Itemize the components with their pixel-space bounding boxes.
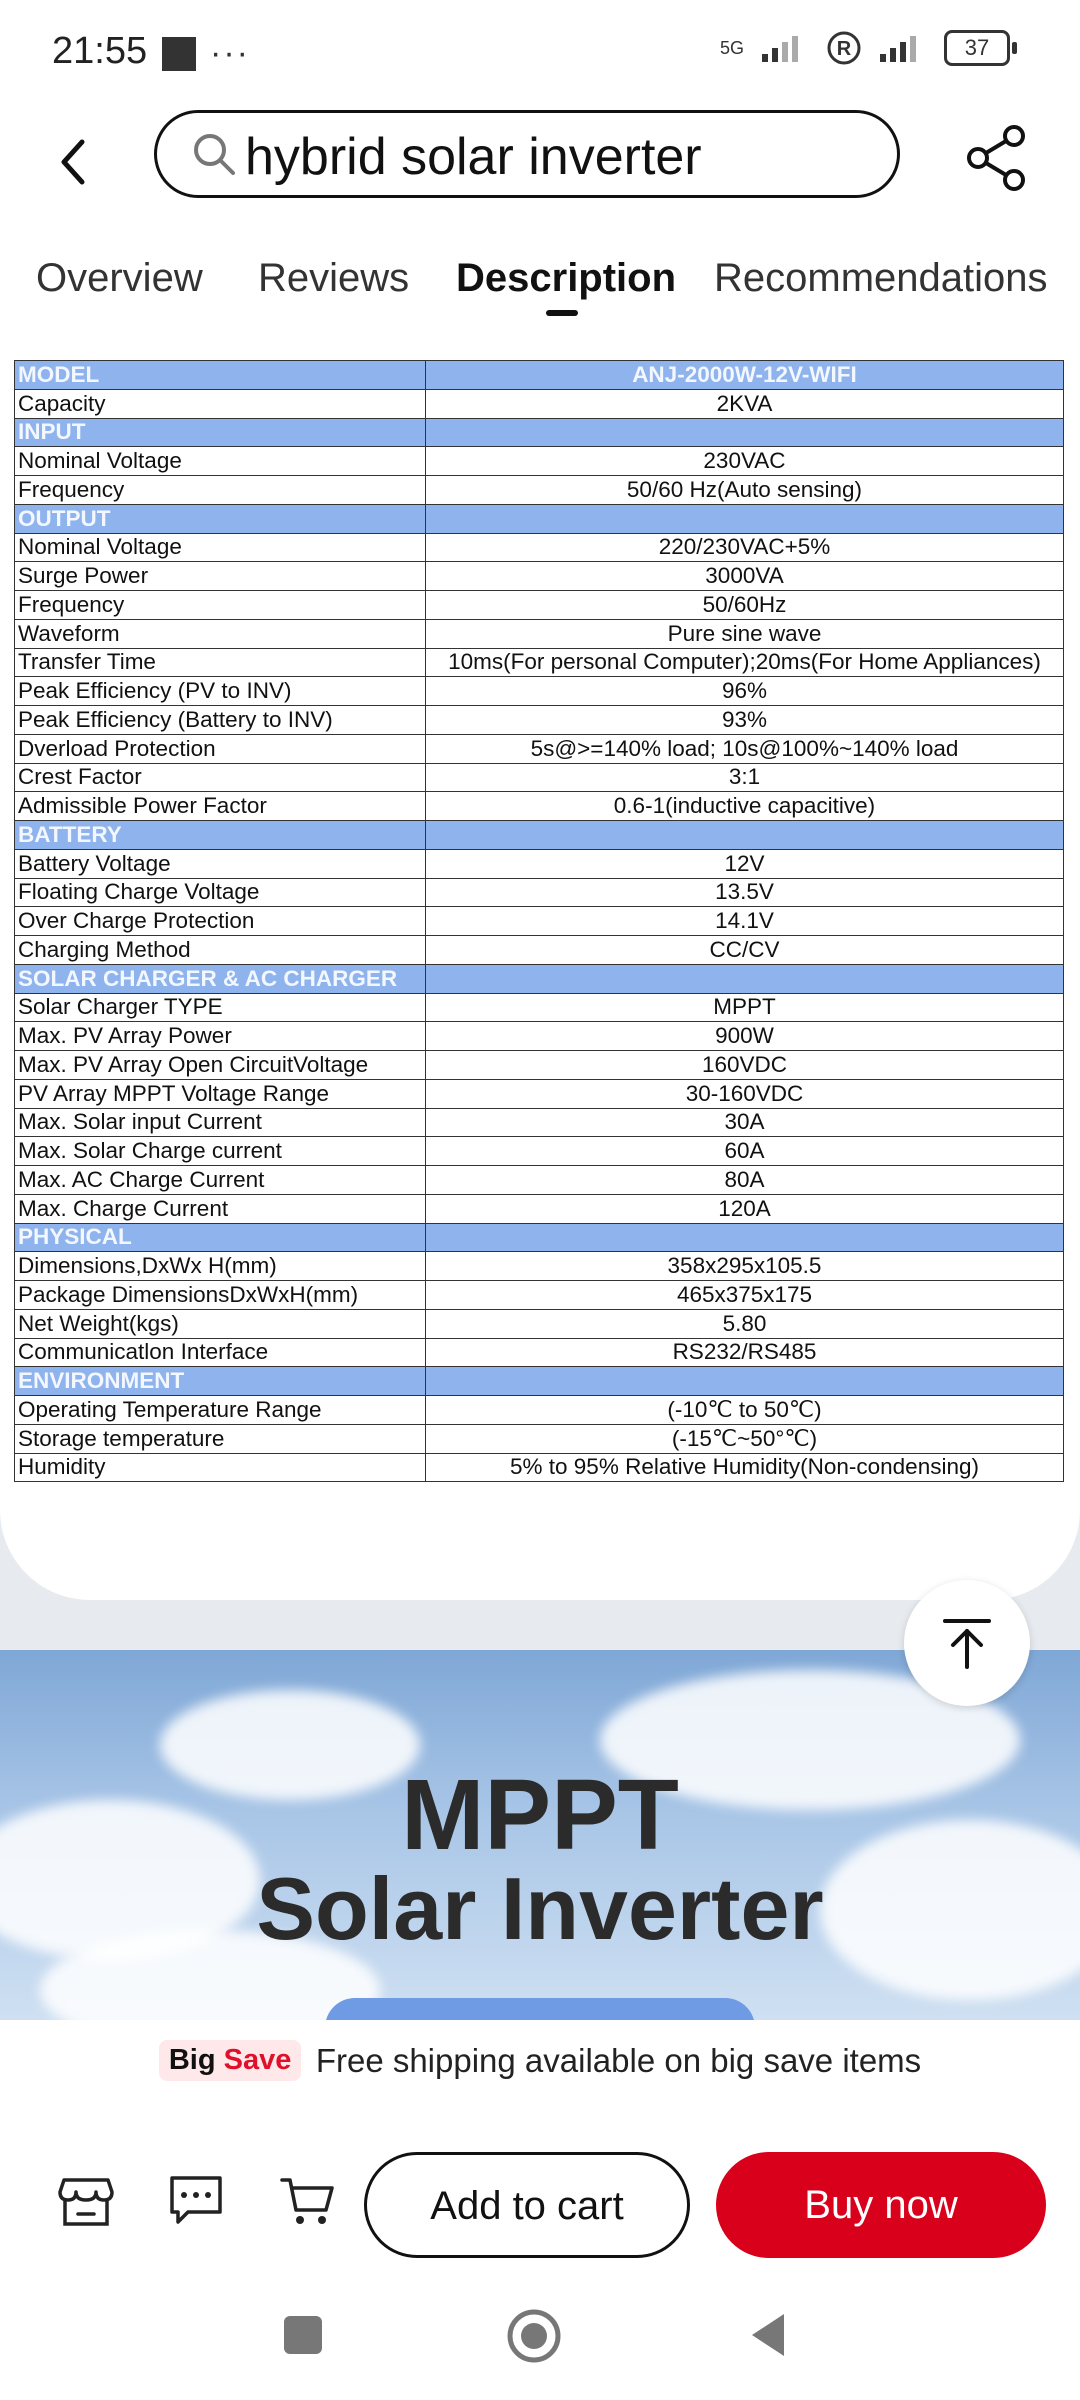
spec-value: RS232/RS485	[426, 1338, 1064, 1367]
spec-row	[15, 849, 1064, 878]
spec-label: Peak Efficiency (Battery to INV)	[15, 706, 426, 735]
spec-section-label: OUTPUT	[15, 504, 426, 533]
spec-value: (-15℃~50°℃)	[426, 1424, 1064, 1453]
spec-row	[15, 533, 1064, 562]
spec-row	[15, 1309, 1064, 1338]
spec-label: Frequency	[15, 476, 426, 505]
spec-value	[426, 418, 1064, 447]
spec-value	[426, 1223, 1064, 1252]
add-to-cart-button[interactable]: Add to cart	[364, 2152, 690, 2258]
home-button[interactable]	[506, 2308, 562, 2364]
product-banner-image	[0, 1650, 1080, 2020]
spec-label: PV Array MPPT Voltage Range	[15, 1079, 426, 1108]
spec-value: 3:1	[426, 763, 1064, 792]
spec-value: 5% to 95% Relative Humidity(Non-condensing)	[426, 1453, 1064, 1482]
spec-row	[15, 1338, 1064, 1367]
cart-icon[interactable]	[278, 2170, 338, 2230]
spec-row	[15, 591, 1064, 620]
spec-row	[15, 562, 1064, 591]
spec-label: Package DimensionsDxWxH(mm)	[15, 1281, 426, 1310]
buy-now-button[interactable]: Buy now	[716, 2152, 1046, 2258]
spec-value: MPPT	[426, 993, 1064, 1022]
signal-icon	[762, 32, 808, 64]
spec-value: 0.6-1(inductive capacitive)	[426, 792, 1064, 821]
spec-label: Capacity	[15, 389, 426, 418]
spec-section-label: PHYSICAL	[15, 1223, 426, 1252]
spec-value: 358x295x105.5	[426, 1252, 1064, 1281]
spec-value: 13.5V	[426, 878, 1064, 907]
badge-save-text: Save	[223, 2044, 292, 2076]
spec-label: Battery Voltage	[15, 849, 426, 878]
spec-label: Communicatlon Interface	[15, 1338, 426, 1367]
spec-value: ANJ-2000W-12V-WIFI	[426, 361, 1064, 390]
spec-section-label: BATTERY	[15, 821, 426, 850]
spec-value: 900W	[426, 1022, 1064, 1051]
badge-big-text: Big	[168, 2044, 216, 2076]
spec-section-row	[15, 418, 1064, 447]
spec-label: Floating Charge Voltage	[15, 878, 426, 907]
spec-label: Frequency	[15, 591, 426, 620]
spec-row	[15, 1396, 1064, 1425]
tab-recommendations[interactable]: Recommendations	[714, 256, 1048, 300]
spec-value: 3000VA	[426, 562, 1064, 591]
spec-row	[15, 447, 1064, 476]
big-save-promo	[0, 2040, 1080, 2130]
spec-row	[15, 1424, 1064, 1453]
spec-value: 160VDC	[426, 1051, 1064, 1080]
spec-value	[426, 964, 1064, 993]
spec-section-label: ENVIRONMENT	[15, 1367, 426, 1396]
spec-value: 80A	[426, 1166, 1064, 1195]
spec-label: Max. PV Array Power	[15, 1022, 426, 1051]
spec-label: Max. Charge Current	[15, 1194, 426, 1223]
search-icon	[191, 131, 237, 177]
spec-section-label: MODEL	[15, 361, 426, 390]
banner-title-line1: MPPT	[401, 1759, 679, 1871]
spec-value	[426, 821, 1064, 850]
spec-label: Transfer Time	[15, 648, 426, 677]
spec-row	[15, 476, 1064, 505]
spec-row	[15, 677, 1064, 706]
bottom-action-bar	[0, 2020, 1080, 2280]
spec-value: 465x375x175	[426, 1281, 1064, 1310]
search-query: hybrid solar inverter	[245, 128, 702, 186]
banner-pill	[325, 1998, 755, 2020]
spec-value	[426, 504, 1064, 533]
spec-section-label: SOLAR CHARGER & AC CHARGER	[15, 964, 426, 993]
spec-label: Charging Method	[15, 936, 426, 965]
back-to-top-button[interactable]	[904, 1580, 1030, 1706]
spec-row	[15, 1051, 1064, 1080]
spec-label: Dimensions,DxWx H(mm)	[15, 1252, 426, 1281]
spec-row	[15, 792, 1064, 821]
purchase-actions	[0, 2130, 1080, 2260]
spec-value: CC/CV	[426, 936, 1064, 965]
spec-label: Dverload Protection	[15, 734, 426, 763]
spec-value: 60A	[426, 1137, 1064, 1166]
spec-row	[15, 1166, 1064, 1195]
spec-section-label: INPUT	[15, 418, 426, 447]
spec-value: 5.80	[426, 1309, 1064, 1338]
spec-row	[15, 1252, 1064, 1281]
signal-icon-2	[880, 32, 926, 64]
system-back-button[interactable]	[748, 2310, 788, 2360]
battery-icon: 37	[944, 30, 1010, 66]
spec-section-row	[15, 1367, 1064, 1396]
back-arrow-icon[interactable]	[50, 122, 100, 202]
spec-row	[15, 763, 1064, 792]
spec-value: 220/230VAC+5%	[426, 533, 1064, 562]
big-save-badge	[159, 2040, 302, 2081]
spec-value	[426, 1367, 1064, 1396]
search-header	[0, 100, 1080, 230]
spec-value: 120A	[426, 1194, 1064, 1223]
spec-label: Operating Temperature Range	[15, 1396, 426, 1425]
recent-apps-button[interactable]	[284, 2316, 322, 2354]
spec-label: Peak Efficiency (PV to INV)	[15, 677, 426, 706]
store-icon[interactable]	[56, 2170, 116, 2230]
status-indicators	[720, 30, 1010, 66]
spec-value: 50/60 Hz(Auto sensing)	[426, 476, 1064, 505]
spec-value: 230VAC	[426, 447, 1064, 476]
spec-label: Admissible Power Factor	[15, 792, 426, 821]
spec-value: 10ms(For personal Computer);20ms(For Home Appliances)	[426, 648, 1064, 677]
tab-reviews[interactable]: Reviews	[258, 256, 410, 300]
spec-row	[15, 1453, 1064, 1482]
spec-section-row	[15, 821, 1064, 850]
spec-section-row	[15, 1223, 1064, 1252]
spec-label: Max. Solar Charge current	[15, 1137, 426, 1166]
more-notifications-icon: ···	[210, 34, 250, 72]
spec-row	[15, 1194, 1064, 1223]
status-time: 21:55	[52, 30, 148, 72]
spec-label: Crest Factor	[15, 763, 426, 792]
spec-label: Surge Power	[15, 562, 426, 591]
status-bar	[0, 0, 1080, 100]
description-content[interactable]	[0, 330, 1080, 2020]
spec-label: Over Charge Protection	[15, 907, 426, 936]
network-label: 5G	[719, 37, 744, 58]
spec-row	[15, 619, 1064, 648]
spec-value: 30-160VDC	[426, 1079, 1064, 1108]
spec-label: Nominal Voltage	[15, 533, 426, 562]
spec-row	[15, 993, 1064, 1022]
back-to-top-icon	[937, 1613, 997, 1673]
spec-row	[15, 1079, 1064, 1108]
spec-row	[15, 734, 1064, 763]
product-tabs	[0, 230, 1080, 331]
spec-section-row	[15, 361, 1064, 390]
status-notifications	[162, 34, 250, 73]
spec-row	[15, 878, 1064, 907]
tab-description[interactable]: Description	[456, 256, 677, 300]
chat-icon[interactable]	[166, 2170, 226, 2230]
spec-value: 14.1V	[426, 907, 1064, 936]
spec-label: Solar Charger TYPE	[15, 993, 426, 1022]
spec-value: 96%	[426, 677, 1064, 706]
spec-row	[15, 1137, 1064, 1166]
system-nav-bar	[0, 2280, 1080, 2400]
spec-value: Pure sine wave	[426, 619, 1064, 648]
spec-label: Humidity	[15, 1453, 426, 1482]
spec-row	[15, 1281, 1064, 1310]
spec-section-row	[15, 504, 1064, 533]
spec-value: 50/60Hz	[426, 591, 1064, 620]
search-input[interactable]	[154, 110, 900, 198]
spec-value: 2KVA	[426, 389, 1064, 418]
spec-row	[15, 907, 1064, 936]
spec-value: 12V	[426, 849, 1064, 878]
spec-label: Waveform	[15, 619, 426, 648]
spec-row	[15, 1022, 1064, 1051]
spec-value: 30A	[426, 1108, 1064, 1137]
spec-row	[15, 936, 1064, 965]
spec-label: Max. Solar input Current	[15, 1108, 426, 1137]
spec-label: Max. PV Array Open CircuitVoltage	[15, 1051, 426, 1080]
spec-label: Max. AC Charge Current	[15, 1166, 426, 1195]
spec-row	[15, 389, 1064, 418]
spec-row	[15, 1108, 1064, 1137]
active-tab-indicator	[546, 310, 578, 316]
banner-title-line2: Solar Inverter	[256, 1859, 824, 1958]
share-icon[interactable]	[962, 122, 1032, 192]
tab-overview[interactable]: Overview	[36, 256, 203, 300]
spec-section-row	[15, 964, 1064, 993]
spec-row	[15, 706, 1064, 735]
spec-label: Net Weight(kgs)	[15, 1309, 426, 1338]
promo-text: Free shipping available on big save items	[315, 2041, 922, 2079]
spec-value: 93%	[426, 706, 1064, 735]
spec-table	[14, 360, 1064, 1482]
spec-row	[15, 648, 1064, 677]
spec-card	[0, 330, 1080, 1600]
spec-label: Nominal Voltage	[15, 447, 426, 476]
spec-value: (-10℃ to 50℃)	[426, 1396, 1064, 1425]
spec-value: 5s@>=140% load; 10s@100%~140% load	[426, 734, 1064, 763]
svg-text:R: R	[836, 38, 852, 60]
registered-icon	[826, 30, 862, 66]
spec-label: Storage temperature	[15, 1424, 426, 1453]
notification-icon	[162, 37, 196, 71]
